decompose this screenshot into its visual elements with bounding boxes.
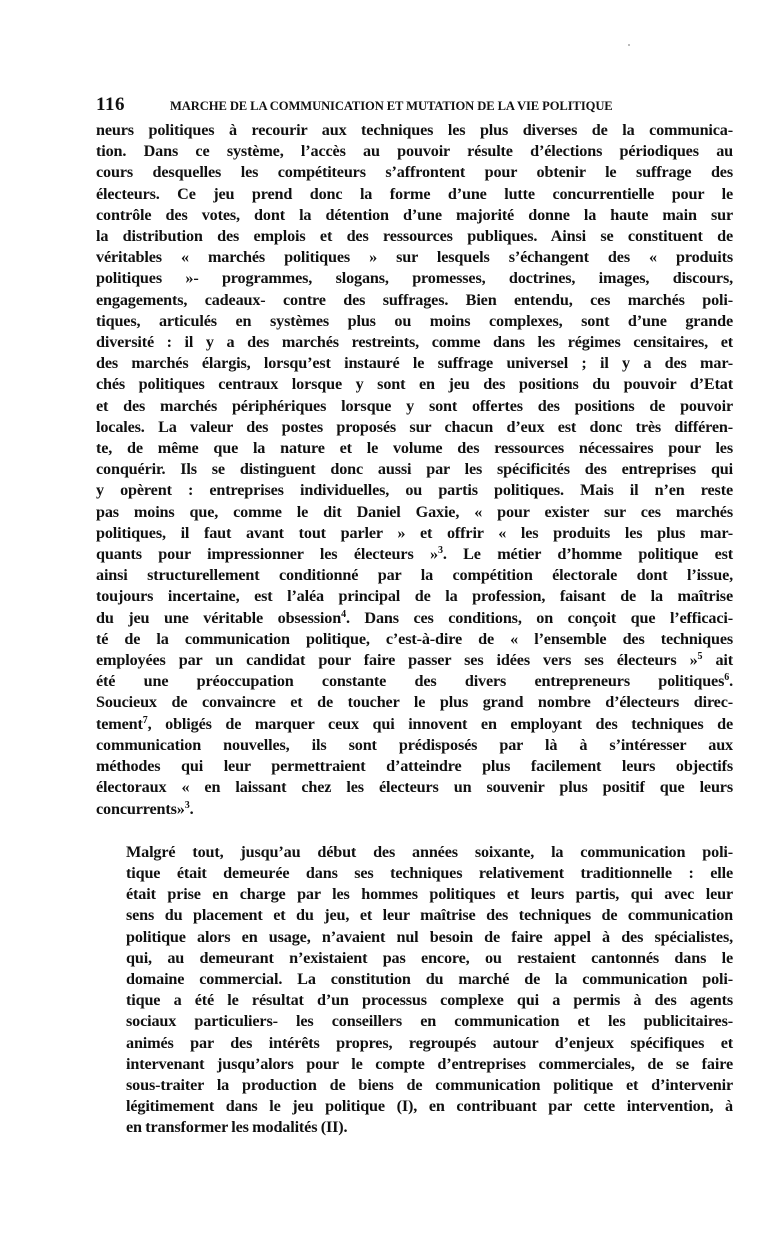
- page-number: 116: [96, 94, 125, 115]
- footnote-ref: 7: [142, 714, 148, 726]
- text-line: communication nouvelles, ils sont prédisposés par là à s’intéresser aux: [96, 735, 733, 754]
- text-line: tique a été le résultat d’un processus complexe qui a permis à des agents: [126, 991, 733, 1010]
- text-line: tique était demeurée dans ses techniques relativement traditionnelle : elle: [126, 863, 733, 882]
- text-line: était prise en charge par les hommes politiques et leurs partis, qui avec leur: [126, 885, 733, 904]
- running-header: [96, 94, 733, 118]
- text-line: toujours incertaine, est l’aléa principal de la profession, faisant de la maîtrise: [96, 587, 733, 606]
- text-line: politiques, il faut avant tout parler » et offrir « les produits les plus mar-: [96, 523, 733, 542]
- book-page: [96, 94, 733, 1139]
- scan-speck: [628, 44, 630, 46]
- text-line: qui, au demeurant n’existaient pas encore, ou restaient cantonnés dans le: [126, 948, 733, 967]
- text-line: des marchés élargis, lorsqu’est instauré le suffrage universel ; il y a des mar-: [96, 354, 733, 373]
- text-line: sous-traiter la production de biens de communication politique et d’intervenir: [126, 1075, 733, 1094]
- text-line: légitimement dans le jeu politique (I), en contribuant par cette intervention, à: [126, 1097, 733, 1116]
- text-line: Soucieux de convaincre et de toucher le plus grand nombre d’électeurs direc-: [96, 693, 733, 712]
- text-line: tement$^7$, obligés de marquer ceux qui innovent en employant des techniques de: [96, 714, 733, 733]
- text-line: électeurs. Ce jeu prend donc la forme d’une lutte concurrentielle pour le: [96, 184, 733, 203]
- paragraph: [96, 120, 733, 820]
- text-line: neurs politiques à recourir aux techniques les plus diverses de la communica-: [96, 121, 733, 139]
- text-line: ainsi structurellement conditionné par la compétition électorale dont l’issue,: [96, 566, 733, 585]
- text-line: du jeu une véritable obsession$^4$. Dans ces conditions, on conçoit que l’efficaci-: [96, 608, 733, 627]
- text-line: politiques »- programmes, slogans, promesses, doctrines, images, discours,: [96, 269, 733, 288]
- text-line: y opèrent : entreprises individuelles, ou partis politiques. Mais il n’en reste: [96, 481, 733, 500]
- footnote-ref: 4: [341, 608, 346, 620]
- text-line: et des marchés périphériques lorsque y sont offertes des positions de pouvoir: [96, 396, 733, 415]
- text-line: sens du placement et du jeu, et leur maîtrise des techniques de communication: [126, 906, 733, 925]
- text-line: chés politiques centraux lorsque y sont en jeu des positions du pouvoir d’Etat: [96, 375, 733, 394]
- text-line: locales. La valeur des postes proposés sur chacun d’eux est donc très différen-: [96, 417, 733, 436]
- text-line: tiques, articulés en systèmes plus ou moins complexes, sont d’une grande: [96, 311, 733, 330]
- text-line: électoraux « en laissant chez les électeurs un souvenir plus positif que leurs: [96, 778, 733, 797]
- text-line: cours desquelles les compétiteurs s’affrontent pour obtenir le suffrage des: [96, 163, 733, 182]
- text-line: tion. Dans ce système, l’accès au pouvoir résulte d’élections périodiques au: [96, 142, 733, 161]
- text-line: la distribution des emplois et des ressources publiques. Ainsi se constituent de: [96, 227, 733, 246]
- footnote-ref: 3: [437, 545, 443, 557]
- text-line: conquérir. Ils se distinguent donc aussi par les spécificités des entreprises qui: [96, 460, 733, 479]
- paragraph: [96, 842, 733, 1139]
- text-line: engagements, cadeaux- contre des suffrages. Bien entendu, ces marchés poli-: [96, 290, 733, 309]
- text-line: Malgré tout, jusqu’au début des années soixante, la communication poli-: [126, 842, 733, 861]
- text-line: te, de même que la nature et le volume des ressources nécessaires pour les: [96, 439, 733, 458]
- text-line: animés par des intérêts propres, regroupés autour d’enjeux spécifiques et: [126, 1033, 733, 1052]
- text-line: méthodes qui leur permettraient d’atteindre plus facilement leurs objectifs: [96, 757, 733, 776]
- text-line: domaine commercial. La constitution du marché de la communication poli-: [126, 969, 733, 988]
- footnote-ref: 5: [697, 651, 703, 663]
- text-line: employées par un candidat pour faire passer ses idées vers ses électeurs »$^5$ ait: [96, 651, 734, 670]
- footnote-ref: 3: [184, 799, 190, 811]
- text-line: quants pour impressionner les électeurs »$^3$. Le métier d’homme politique est: [96, 545, 733, 564]
- running-title: MARCHE DE LA COMMUNICATION ET MUTATION DE LA VIE POLITIQUE: [170, 99, 613, 113]
- text-line: en transformer les modalités (II).: [126, 1118, 348, 1137]
- text-line: té de la communication politique, c’est-à-dire de « l’ensemble des techniques: [96, 629, 733, 648]
- footnote-ref: 6: [724, 672, 730, 684]
- text-line: été une préoccupation constante des divers entrepreneurs politiques$^6$.: [96, 672, 733, 691]
- text-line: intervenant jusqu’alors pour le compte d’entreprises commerciales, de se faire: [126, 1054, 733, 1073]
- text-line: diversité : il y a des marchés restreints, comme dans les régimes censitaires, et: [96, 333, 733, 352]
- text-line: concurrents»$^3$.: [96, 799, 194, 818]
- text-line: véritables « marchés politiques » sur lesquels s’échangent des « produits: [96, 248, 733, 267]
- text-line: politique alors en usage, n’avaient nul besoin de faire appel à des spécialistes,: [126, 927, 733, 946]
- body-text: [96, 120, 733, 1139]
- text-line: pas moins que, comme le dit Daniel Gaxie, « pour exister sur ces marchés: [96, 502, 733, 521]
- text-line: sociaux particuliers- les conseillers en communication et les publicitaires-: [126, 1012, 733, 1031]
- text-line: contrôle des votes, dont la détention d’une majorité donne la haute main sur: [96, 205, 733, 224]
